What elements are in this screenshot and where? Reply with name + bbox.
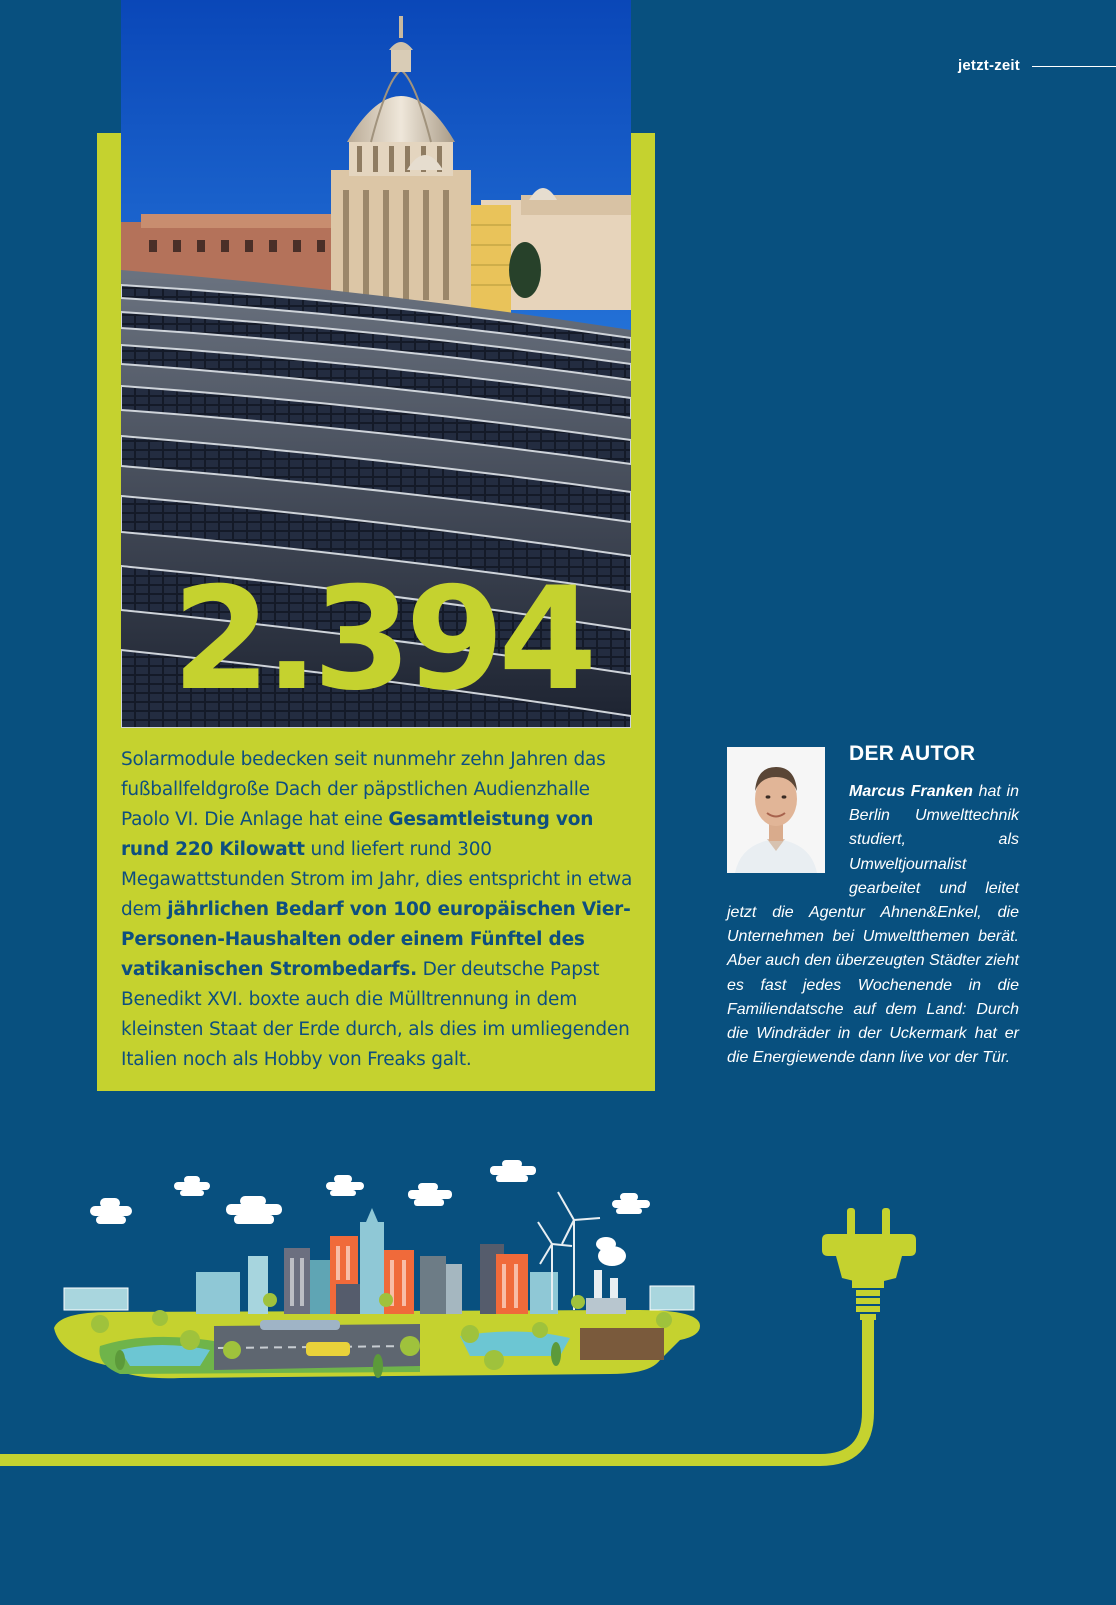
- city-energy-illustration: [0, 1160, 1116, 1600]
- author-bio-text: hat in Berlin Umwelttechnik studiert, als Umweltjournalist gearbeitet und leitet jetzt die Agentur Ahnen&Enkel, die Unternehmen bei Umweltthemen berät. Aber auch den überzeugten Städter zieht es fast jedes Wochenende in die Familiendatsche auf dem Land: Durch die Windräder in der Uckermark hat er die Energiewende dann live vor der Tür.: [727, 783, 1019, 1067]
- feature-text-part-1: Solarmodule bedecken seit nunmehr zehn Jahren das fußballfeldgroße Dach der päpstlichen Audienzhalle Paolo VI. Die Anlage hat eine: [121, 749, 606, 830]
- author-bio: [727, 780, 1019, 1070]
- feature-text-part-3: Der deutsche Papst Benedikt XVI. boxte auch die Mülltrennung in dem kleinsten Staat der Erde durch, als dies im umliegenden Italien noch als Hobby von Freaks galt.: [121, 959, 630, 1070]
- feature-text: [121, 745, 641, 1075]
- author-heading: DER AUTOR: [849, 742, 976, 765]
- page-section-label: jetzt-zeit: [958, 57, 1020, 74]
- feature-big-number: 2.394: [172, 557, 592, 722]
- feature-text-part-2: und liefert rund 300 Megawattstunden Strom im Jahr, dies entspricht in etwa dem: [121, 839, 633, 920]
- header-rule: [1032, 66, 1116, 67]
- feature-text-highlight-2: jährlichen Bedarf von 100 europäischen Vier-Personen-Haushalten oder einem Fünftel des vatikanischen Strombedarfs.: [121, 899, 631, 980]
- feature-text-highlight-1: Gesamtleistung von rund 220 Kilowatt: [121, 809, 594, 860]
- author-name: Marcus Franken: [849, 783, 973, 800]
